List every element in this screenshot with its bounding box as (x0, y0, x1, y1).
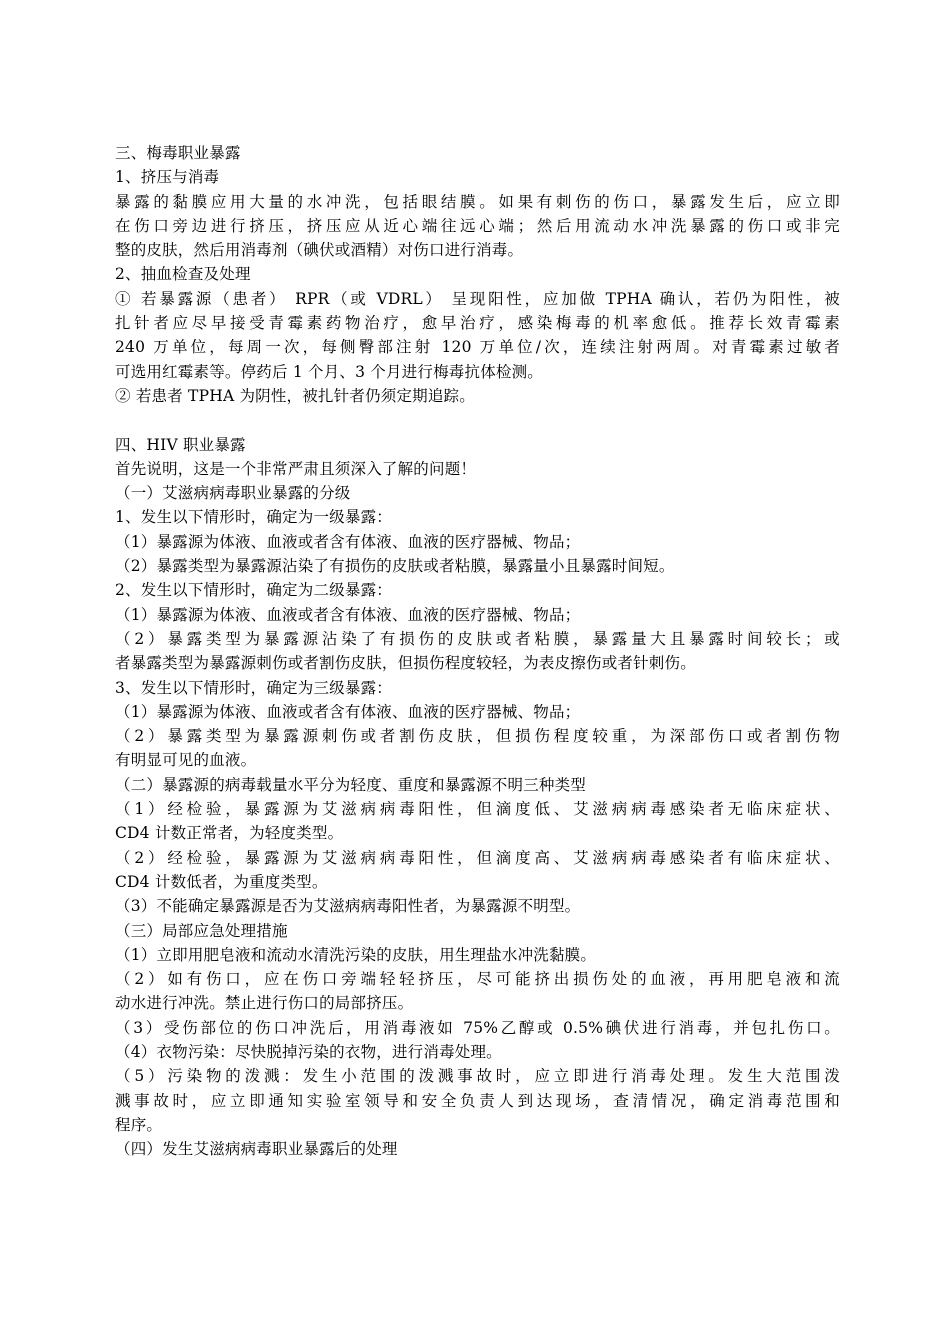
text-line: （三）局部应急处理措施 (115, 921, 288, 940)
text-line: ① 若暴露源（患者） RPR（或 VDRL） 呈现阳性，应加做 TPHA 确认，若仍为阳性，被 (115, 289, 840, 308)
text-line: 扎针者应尽早接受青霉素药物治疗，愈早治疗，感染梅毒的机率愈低。推荐长效青霉素 (115, 314, 840, 333)
text-line: （4）衣物污染：尽快脱掉污染的衣物，进行消毒处理。 (115, 1042, 502, 1061)
text-line: 首先说明，这是一个非常严肃且须深入了解的问题！ (115, 459, 477, 478)
text-line: （2）暴露类型为暴露源刺伤或者割伤皮肤，但损伤程度较重，为深部伤口或者割伤物 (115, 727, 840, 746)
text-line: （2）如有伤口，应在伤口旁端轻轻挤压，尽可能挤出损伤处的血液，再用肥皂液和流 (115, 970, 840, 989)
text-line: 四、HIV 职业暴露 (115, 435, 246, 454)
text-line: 程序。 (115, 1115, 163, 1134)
text-line: 2、抽血检查及处理 (115, 265, 251, 284)
text-line: 1、挤压与消毒 (115, 168, 220, 187)
document-body (115, 141, 840, 1161)
text-line: CD4 计数正常者，为轻度类型。 (115, 824, 344, 843)
text-line: ② 若患者 TPHA 为阴性，被扎针者仍须定期追踪。 (115, 386, 475, 405)
text-line: 者暴露类型为暴露源刺伤或者割伤皮肤，但损伤程度较轻，为表皮擦伤或者针刺伤。 (115, 654, 696, 673)
text-line: （3）受伤部位的伤口冲洗后，用消毒液如 75%乙醇或 0.5%碘伏进行消毒，并包扎伤口。 (115, 1018, 840, 1037)
text-line: 动水进行冲洗。禁止进行伤口的局部挤压。 (115, 994, 414, 1013)
text-line: （2）暴露类型为暴露源沾染了有损伤的皮肤或者粘膜，暴露量大且暴露时间较长；或 (115, 629, 840, 648)
text-line: 1、发生以下情形时，确定为一级暴露： (115, 508, 392, 527)
text-line: 溅事故时，应立即通知实验室领导和安全负责人到达现场，查清情况，确定消毒范围和 (115, 1091, 840, 1110)
text-line: （1）暴露源为体液、血液或者含有体液、血液的医疗器械、物品； (115, 605, 581, 624)
text-line: 可选用红霉素等。停药后 1 个月、3 个月进行梅毒抗体检测。 (115, 362, 544, 381)
text-line: （1）经检验，暴露源为艾滋病病毒阳性，但滴度低、艾滋病病毒感染者无临床症状、 (115, 800, 840, 819)
text-line: （二）暴露源的病毒载量水平分为轻度、重度和暴露源不明三种类型 (115, 775, 587, 794)
text-line: （5）污染物的泼溅：发生小范围的泼溅事故时，应立即进行消毒处理。发生大范围泼 (115, 1067, 840, 1086)
text-line: （2）暴露类型为暴露源沾染了有损伤的皮肤或者粘膜，暴露量小且暴露时间短。 (115, 557, 675, 576)
blank-line (115, 408, 840, 432)
text-line: 3、发生以下情形时，确定为三级暴露： (115, 678, 392, 697)
text-line: 240 万单位，每周一次，每侧臀部注射 120 万单位/次，连续注射两周。对青霉素过敏者 (115, 338, 840, 357)
text-line: CD4 计数低者，为重度类型。 (115, 872, 328, 891)
text-line: （四）发生艾滋病病毒职业暴露后的处理 (115, 1140, 398, 1159)
text-line: （1）暴露源为体液、血液或者含有体液、血液的医疗器械、物品； (115, 702, 581, 721)
text-line: （一）艾滋病病毒职业暴露的分级 (115, 484, 351, 503)
text-line: （1）暴露源为体液、血液或者含有体液、血液的医疗器械、物品； (115, 532, 581, 551)
text-line: 2、发生以下情形时，确定为二级暴露： (115, 581, 392, 600)
text-line: 有明显可见的血液。 (115, 751, 257, 770)
text-line: 三、梅毒职业暴露 (115, 144, 241, 162)
text-line: 在伤口旁边进行挤压，挤压应从近心端往远心端；然后用流动水冲洗暴露的伤口或非完 (115, 216, 840, 235)
text-line: 暴露的黏膜应用大量的水冲洗，包括眼结膜。如果有刺伤的伤口，暴露发生后，应立即 (115, 192, 840, 211)
text-line: （2）经检验，暴露源为艾滋病病毒阳性，但滴度高、艾滋病病毒感染者有临床症状、 (115, 848, 840, 867)
text-line: （3）不能确定暴露源是否为艾滋病病毒阳性者，为暴露源不明型。 (115, 897, 581, 916)
text-line: 整的皮肤，然后用消毒剂（碘伏或酒精）对伤口进行消毒。 (115, 241, 524, 260)
text-line: （1）立即用肥皂液和流动水清洗污染的皮肤，用生理盐水冲洗黏膜。 (115, 945, 597, 964)
